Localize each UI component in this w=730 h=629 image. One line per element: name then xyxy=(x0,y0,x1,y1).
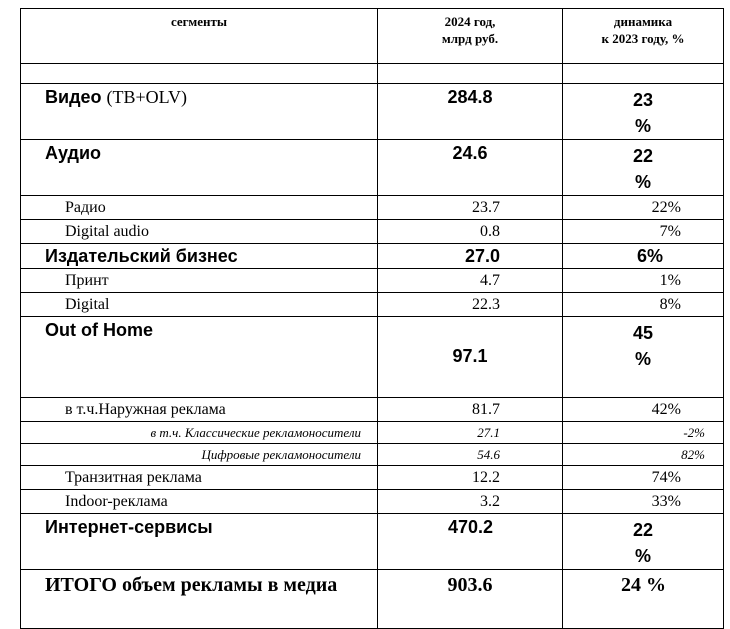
table-row: Видео (ТВ+OLV) 284.8 23 % xyxy=(21,84,724,140)
header-row xyxy=(21,9,724,64)
table-row: Транзитная реклама 12.2 74% xyxy=(21,466,724,490)
table-row: в т.ч.Наружная реклама 81.7 42% xyxy=(21,398,724,422)
empty-row xyxy=(21,64,724,84)
table-row: Digital 22.3 8% xyxy=(21,293,724,317)
table-row: Digital audio 0.8 7% xyxy=(21,220,724,244)
total-row: ИТОГО объем рекламы в медиа 903.6 24 % xyxy=(21,570,724,629)
table-row: Издательский бизнес 27.0 6% xyxy=(21,244,724,269)
table-row: Интернет-сервисы 470.2 22 % xyxy=(21,514,724,570)
header-change: динамика к 2023 году, % xyxy=(563,9,724,64)
table-row: Цифровые рекламоносители 54.6 82% xyxy=(21,444,724,466)
table-row: Принт 4.7 1% xyxy=(21,269,724,293)
table-row: Indoor-реклама 3.2 33% xyxy=(21,490,724,514)
header-value: 2024 год, млрд руб. xyxy=(378,9,563,64)
table-row: Аудио 24.6 22 % xyxy=(21,140,724,196)
header-segment: сегменты xyxy=(21,9,378,64)
advertising-market-table xyxy=(20,8,724,629)
table-row: Out of Home 97.1 45 % xyxy=(21,317,724,398)
table-row: Радио 23.7 22% xyxy=(21,196,724,220)
table-row: в т.ч. Классические рекламоносители 27.1 -2% xyxy=(21,422,724,444)
